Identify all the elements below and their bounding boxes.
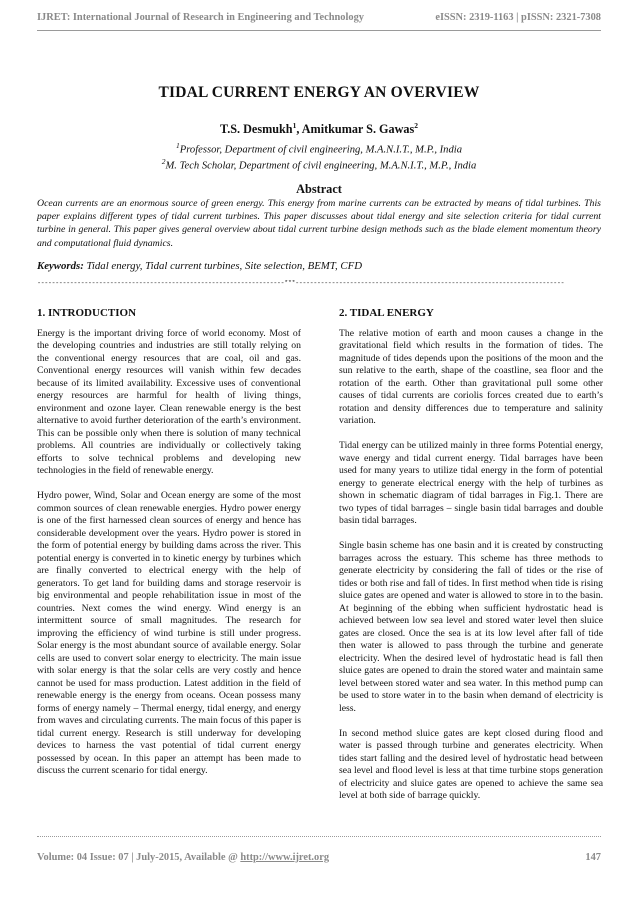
- author-superscript: 2: [414, 121, 419, 130]
- abstract-text: Ocean currents are an enormous source of green energy. This energy from marine currents can be extracted by means of tidal turbines. This paper explains different types of tidal current turbines. This paper discusses about tidal energy and site selection criteria for tidal current turbine in general. This paper gives general overview about tidal current turbine design methods such as the blade element momentum theory and computational fluid dynamics.: [37, 198, 601, 249]
- affiliation-text: Professor, Department of civil engineering, M.A.N.I.T., M.P., India: [179, 144, 463, 156]
- affiliation: [0, 155, 638, 173]
- keywords-text: Tidal energy, Tidal current turbines, Site selection, BEMT, CFD: [83, 260, 362, 272]
- page-number: 147: [585, 852, 601, 863]
- footer-rule: [37, 836, 601, 837]
- journal-header: [37, 12, 601, 23]
- paragraph: Hydro power, Wind, Solar and Ocean energy are some of the most common sources of clean renewable energies. Hydro power energy is one of the first harnessed clean sources of energy and hence has considerable development over the years. Hydro power is stored in the form of potential energy by building dams across the river. This potential energy is converted in to kinetic energy by turbines which are finally converted to electrical energy with the help of generators. To get land for building dams and storage reservoir is big environmental and people rehabilitation issue in most of the countries. Next comes the wind energy. Wind energy is an intermittent source of small magnitudes. The research for improving the efficiency of wind turbine is still under progress. Solar energy is the most abundant source of available energy. Solar cells are used to convert solar energy to electricity. The main issue with solar energy is that the solar cells are very costly and hence cannot be used for mass production. Latest addition in the field of renewable energy is the energy from oceans. Ocean possess many forms of energy namely – Thermal energy, tidal energy, and energy from waves and circulating currents. The main focus of this paper is tidal current energy. Research is still underway for developing devices to harness the vast potential of tidal current energy possessed by ocean. In this paper an attempt has been made to discuss the current scenario for tidal energy.: [37, 490, 301, 776]
- keywords-label: Keywords:: [37, 260, 84, 272]
- affiliation-text: M. Tech Scholar, Department of civil engineering, M.A.N.I.T., M.P., India: [165, 160, 477, 172]
- paragraph: In second method sluice gates are kept closed during flood and water is passed through turbine and generates electricity. When tides start falling and the desired level of hydrostatic head between sea level and flood level is less at that time turbine stops generation of electricity and sluice gates are opened to achieve the same sea level at both side of barrage quickly.: [339, 727, 603, 801]
- affiliation: [0, 139, 638, 157]
- author-name: Amitkumar S. Gawas: [301, 122, 415, 137]
- author-superscript: 1: [292, 121, 297, 130]
- journal-name: IJRET: International Journal of Research in Engineering and Technology: [37, 12, 364, 23]
- paper-title: TIDAL CURRENT ENERGY AN OVERVIEW: [158, 84, 480, 101]
- affiliation-superscript: 1: [175, 141, 180, 150]
- paragraph: Tidal energy can be utilized mainly in three forms Potential energy, wave energy and tidal current energy. Tidal barrages have been used for many years to utilize tidal energy in the form of potential energy to generate electrical energy with the help of turbines as shown in schematic diagram of tidal barrages in Fig.1. There are two types of tidal barrages – single basin tidal barrages and double basin tidal barrages.: [339, 440, 603, 526]
- abstract-heading: Abstract: [296, 182, 342, 196]
- footer-url-link[interactable]: http://www.ijret.org: [240, 852, 330, 863]
- affiliation-superscript: 2: [161, 157, 166, 166]
- section-separator: --------------------------------------------------------------------***--------------------------------------------------------------------------: [37, 280, 565, 288]
- column-left: [37, 307, 301, 790]
- footer-volume-text: Volume: 04 Issue: 07 | July-2015, Available @: [37, 852, 241, 863]
- footer-volume: [37, 852, 329, 863]
- author-separator: ,: [296, 122, 302, 137]
- section-heading: 1. INTRODUCTION: [37, 307, 137, 319]
- section-heading: 2. TIDAL ENERGY: [339, 307, 434, 319]
- header-rule: [37, 30, 601, 31]
- column-right: [339, 307, 603, 815]
- issn: eISSN: 2319-1163 | pISSN: 2321-7308: [435, 12, 601, 23]
- page-footer: [37, 852, 601, 863]
- author-name: T.S. Desmukh: [219, 122, 293, 137]
- paragraph: Single basin scheme has one basin and it is created by constructing barrages across the estuary. This scheme has three methods to generate electricity by considering the fall of tides or the rise of tides or both rise and fall of tides. In first method when tide is rising sluice gates are opened and water is allowed to store in to the basin. At beginning of the ebbing when sufficient hydrostatic head is achieved between low sea level and stored water level then sluice gates are closed. Once the sea is at its low level after fall of tide then water is allowed to pass through the turbine and generate electricity. When the desired level of hydrostatic head is fall then sluice gates are opened to drain the stored water and maintain same level between stored water and sea water. In this method pump can be used to store water in to the basin when demand of electricity is less.: [339, 540, 603, 714]
- paragraph: Energy is the important driving force of world economy. Most of the developing countries and industries are still totally relying on the conventional energy resources that are coal, oil and gas. Conventional energy resources will vanish within few decades because of its limited availability. Excessive uses of conventional energy resources are harmful for health of living things, environment and ozone layer. Clean renewable energy is the best alternative to avoid further deterioration of the earth’s environment. This can be possible only when there is solution of many technical problems. All countries are individually or collectively taking efforts to solve technical problems and developing new technologies in the field of renewable energy.: [37, 327, 301, 476]
- authors: [0, 121, 638, 137]
- paragraph: The relative motion of earth and moon causes a change in the gravitational field which results in the formation of tides. The magnitude of tides depends upon the positions of the moon and the sun relative to the earth, shape of the coastline, sea floor and the rotation of the earth. Other than gravitational pull some other causes of tidal currents are coriolis forces created due to earth’s rotation and density differences due to temperature and salinity variation.: [339, 327, 603, 426]
- keywords: [37, 260, 601, 272]
